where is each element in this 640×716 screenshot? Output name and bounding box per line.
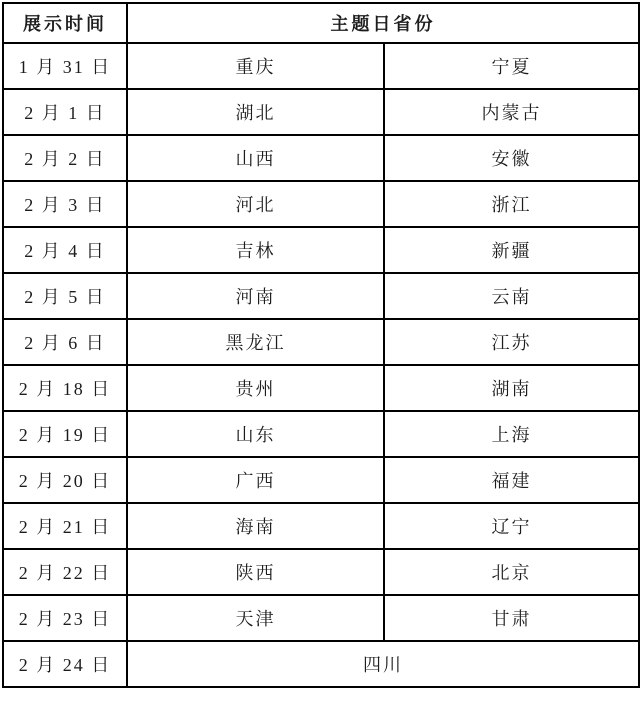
province-cell: 湖北 bbox=[127, 89, 384, 135]
date-cell: 2 月 6 日 bbox=[3, 319, 127, 365]
date-cell: 2 月 19 日 bbox=[3, 411, 127, 457]
table-row bbox=[3, 641, 639, 687]
table-row bbox=[3, 273, 639, 319]
date-cell: 1 月 31 日 bbox=[3, 43, 127, 89]
header-theme-day-province: 主题日省份 bbox=[127, 3, 639, 43]
province-cell: 安徽 bbox=[384, 135, 639, 181]
date-cell: 2 月 20 日 bbox=[3, 457, 127, 503]
province-cell: 山东 bbox=[127, 411, 384, 457]
date-cell: 2 月 22 日 bbox=[3, 549, 127, 595]
province-cell: 江苏 bbox=[384, 319, 639, 365]
date-cell: 2 月 21 日 bbox=[3, 503, 127, 549]
table-body bbox=[3, 43, 639, 687]
province-cell: 上海 bbox=[384, 411, 639, 457]
province-cell: 重庆 bbox=[127, 43, 384, 89]
province-cell: 湖南 bbox=[384, 365, 639, 411]
header-row bbox=[3, 3, 639, 43]
province-cell: 宁夏 bbox=[384, 43, 639, 89]
province-cell: 河南 bbox=[127, 273, 384, 319]
province-cell: 海南 bbox=[127, 503, 384, 549]
date-cell: 2 月 2 日 bbox=[3, 135, 127, 181]
province-cell: 新疆 bbox=[384, 227, 639, 273]
province-cell: 云南 bbox=[384, 273, 639, 319]
table-row bbox=[3, 595, 639, 641]
date-cell: 2 月 4 日 bbox=[3, 227, 127, 273]
date-cell: 2 月 5 日 bbox=[3, 273, 127, 319]
province-cell: 广西 bbox=[127, 457, 384, 503]
date-cell: 2 月 3 日 bbox=[3, 181, 127, 227]
province-cell: 天津 bbox=[127, 595, 384, 641]
table-row bbox=[3, 181, 639, 227]
table-row bbox=[3, 227, 639, 273]
theme-day-schedule-table bbox=[2, 2, 640, 688]
date-cell: 2 月 23 日 bbox=[3, 595, 127, 641]
table-row bbox=[3, 135, 639, 181]
province-cell: 陕西 bbox=[127, 549, 384, 595]
province-cell: 甘肃 bbox=[384, 595, 639, 641]
header-display-time: 展示时间 bbox=[3, 3, 127, 43]
table-row bbox=[3, 365, 639, 411]
date-cell: 2 月 18 日 bbox=[3, 365, 127, 411]
province-cell: 吉林 bbox=[127, 227, 384, 273]
province-cell: 黑龙江 bbox=[127, 319, 384, 365]
date-cell: 2 月 24 日 bbox=[3, 641, 127, 687]
table-row bbox=[3, 411, 639, 457]
province-cell: 河北 bbox=[127, 181, 384, 227]
table-row bbox=[3, 503, 639, 549]
province-cell: 四川 bbox=[127, 641, 639, 687]
province-cell: 贵州 bbox=[127, 365, 384, 411]
province-cell: 辽宁 bbox=[384, 503, 639, 549]
table-row bbox=[3, 457, 639, 503]
province-cell: 浙江 bbox=[384, 181, 639, 227]
date-cell: 2 月 1 日 bbox=[3, 89, 127, 135]
province-cell: 内蒙古 bbox=[384, 89, 639, 135]
province-cell: 北京 bbox=[384, 549, 639, 595]
table-row bbox=[3, 43, 639, 89]
province-cell: 福建 bbox=[384, 457, 639, 503]
table-row bbox=[3, 89, 639, 135]
table-row bbox=[3, 319, 639, 365]
table-row bbox=[3, 549, 639, 595]
province-cell: 山西 bbox=[127, 135, 384, 181]
